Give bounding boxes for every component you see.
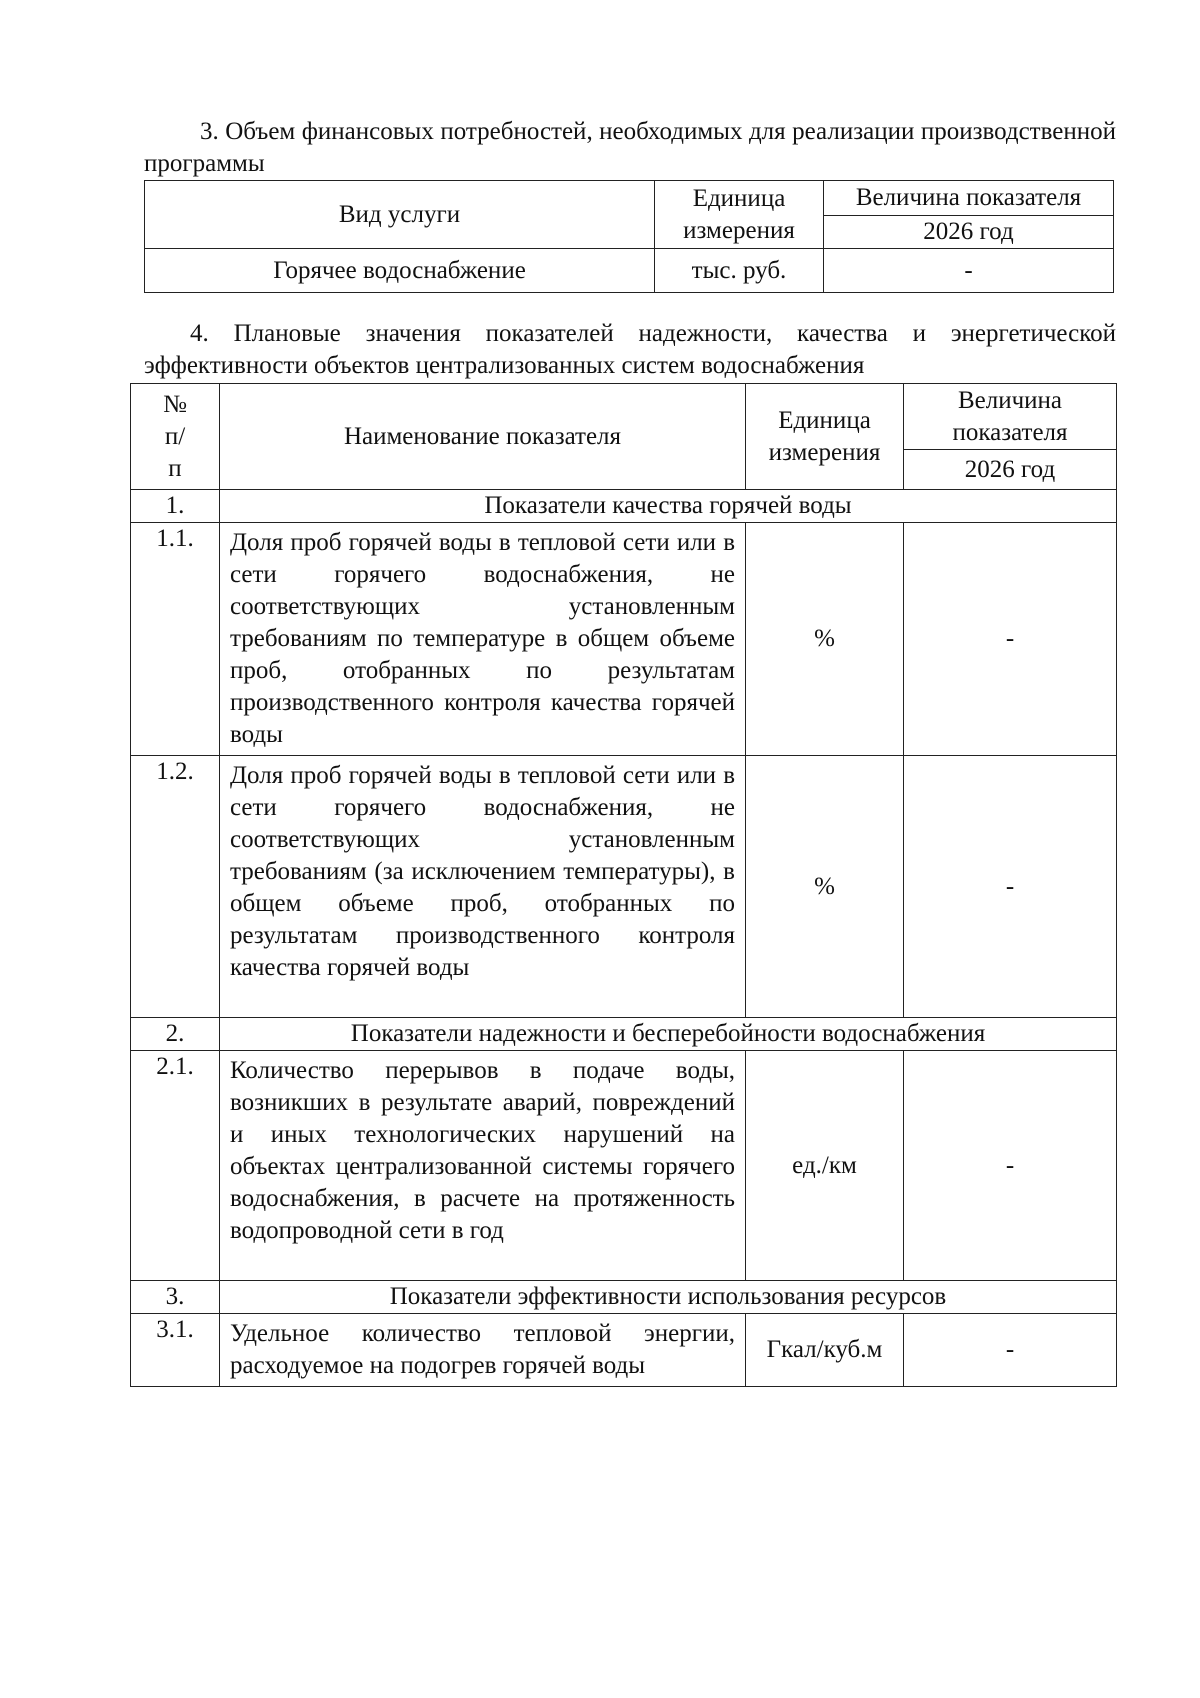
column-header-num: № п/п (131, 384, 220, 490)
column-header-unit: Единица измерения (655, 181, 824, 249)
section-4-heading: 4. Плановые значения показателей надежности, качества и энергетической эффективности объектов централизованных систем водоснабжения (144, 320, 1116, 379)
indicator-value: - (904, 1051, 1117, 1281)
indicator-value: - (904, 756, 1117, 1018)
group-row (131, 1018, 1117, 1051)
column-header-year: 2026 год (824, 216, 1114, 249)
group-num: 3. (131, 1281, 220, 1314)
indicator-unit: Гкал/куб.м (746, 1314, 904, 1387)
indicator-value: - (904, 1314, 1117, 1387)
row-num: 2.1. (131, 1051, 220, 1281)
section-3-heading: 3. Объем финансовых потребностей, необходимых для реализации производственной программы (144, 118, 1116, 177)
column-header-year: 2026 год (904, 450, 1117, 490)
group-num: 1. (131, 490, 220, 523)
row-num: 1.2. (131, 756, 220, 1018)
indicator-name: Количество перерывов в подаче воды, возникших в результате аварий, повреждений и иных технологических нарушений на объектах централизованной системы горячего водоснабжения, в расчете на протяженность водопроводной сети в год (220, 1051, 746, 1281)
group-title: Показатели надежности и бесперебойности водоснабжения (220, 1018, 1117, 1051)
group-title: Показатели качества горячей воды (220, 490, 1117, 523)
indicator-value: - (904, 523, 1117, 756)
value-cell: - (824, 249, 1114, 293)
indicator-name: Доля проб горячей воды в тепловой сети или в сети горячего водоснабжения, не соответствующих установленным требованиям по температуре в общем объеме проб, отобранных по результатам производственного контроля качества горячей воды (220, 523, 746, 756)
row-num: 1.1. (131, 523, 220, 756)
group-title: Показатели эффективности использования ресурсов (220, 1281, 1117, 1314)
financial-needs-table (144, 180, 1114, 293)
indicator-name: Удельное количество тепловой энергии, расходуемое на подогрев горячей воды (220, 1314, 746, 1387)
column-header-service: Вид услуги (145, 181, 655, 249)
row-num: 3.1. (131, 1314, 220, 1387)
unit-cell: тыс. руб. (655, 249, 824, 293)
indicator-unit: % (746, 756, 904, 1018)
column-header-unit: Единица измерения (746, 384, 904, 490)
column-header-value: Величина показателя (904, 384, 1117, 450)
table-row (145, 249, 1114, 293)
indicator-unit: ед./км (746, 1051, 904, 1281)
group-row (131, 1281, 1117, 1314)
group-row (131, 490, 1117, 523)
table-row (131, 756, 1117, 1018)
table-row (131, 1314, 1117, 1387)
column-header-value: Величина показателя (824, 181, 1114, 216)
group-num: 2. (131, 1018, 220, 1051)
table-row (131, 1051, 1117, 1281)
table-row (131, 523, 1117, 756)
service-cell: Горячее водоснабжение (145, 249, 655, 293)
column-header-name: Наименование показателя (220, 384, 746, 490)
indicator-unit: % (746, 523, 904, 756)
indicators-table (130, 383, 1117, 1387)
indicator-name: Доля проб горячей воды в тепловой сети или в сети горячего водоснабжения, не соответствующих установленным требованиям (за исключением температуры), в общем объеме проб, отобранных по результатам производственного контроля качества горячей воды (220, 756, 746, 1018)
